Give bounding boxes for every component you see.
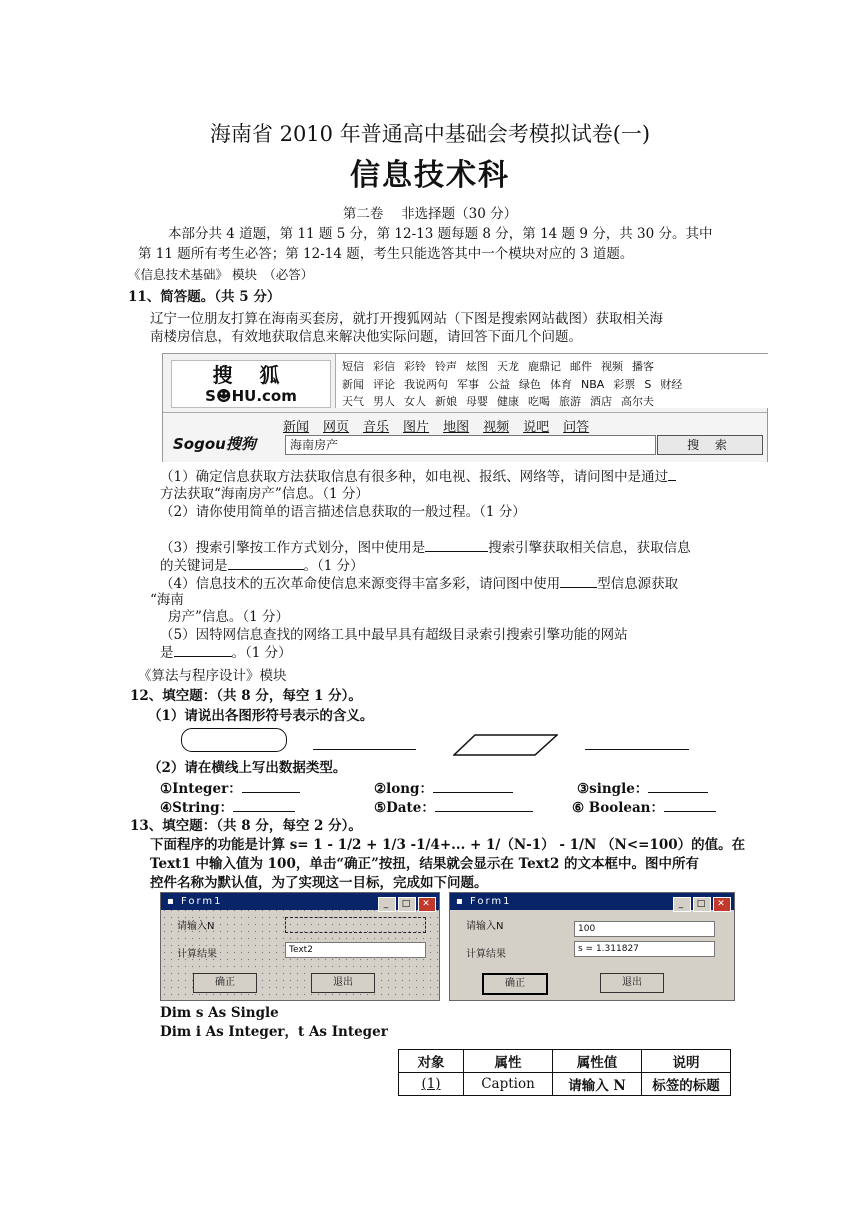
exam-title: 海南省 2010 年普通高中基础会考模拟试卷(一) <box>209 122 651 146</box>
maximize-icon[interactable]: □ <box>398 897 416 912</box>
sohu-nav-link[interactable]: NBA <box>581 378 605 391</box>
module1-heading: 《信息技术基础》 模块 （必答） <box>128 267 314 282</box>
table-header: 属性值 <box>553 1050 642 1073</box>
answer-line-2 <box>585 749 689 750</box>
form-titlebar <box>161 893 439 910</box>
property-table <box>398 1049 731 1096</box>
code-line-2: Dim i As Integer，t As Integer <box>160 1024 388 1040</box>
q13-desc-1: 下面程序的功能是计算 s= 1 - 1/2 + 1/3 -1/4+... + 1/（N-1） - 1/N （N<=100）的值。在 <box>150 837 746 853</box>
parallelogram-shape <box>453 734 558 756</box>
sohu-nav-link[interactable]: 彩信 <box>373 360 395 373</box>
maximize-icon[interactable]: □ <box>693 897 711 912</box>
section-heading: 第二卷 非选择题（30 分） <box>342 206 518 222</box>
sohu-nav-link[interactable]: 铃声 <box>435 360 457 373</box>
sohu-nav-link[interactable]: 男人 <box>373 395 395 408</box>
sohu-screenshot <box>162 353 768 462</box>
ok-button[interactable]: 确正 <box>482 973 548 995</box>
answer-line-1 <box>313 749 416 750</box>
sohu-nav-link[interactable]: 公益 <box>488 378 510 391</box>
q12-p2: （2）请在横线上写出数据类型。 <box>148 760 347 776</box>
sogou-logo: Sogou搜狗 <box>173 435 256 453</box>
sohu-logo-cn: 搜 狐 <box>212 363 290 387</box>
vb-form-design <box>160 892 440 1001</box>
table-header: 属性 <box>464 1050 553 1073</box>
module2-heading: 《算法与程序设计》模块 <box>138 668 287 684</box>
q11-title: 11、简答题。（共 5 分） <box>128 289 281 305</box>
label-selected[interactable] <box>285 917 426 933</box>
type-long: ②long： <box>374 779 513 798</box>
sohu-nav-link[interactable]: 鹿鼎记 <box>528 360 561 373</box>
sohu-nav-link[interactable]: 播客 <box>632 360 654 373</box>
search-tab[interactable]: 网页 <box>323 420 350 435</box>
minimize-icon[interactable]: _ <box>673 897 691 912</box>
q11-p4c: 房产”信息。（1 分） <box>168 609 290 625</box>
q11-p1a: （1）确定信息获取方法获取信息有很多种，如电视、报纸、网络等，请问图中是通过 <box>160 467 676 486</box>
text2-box[interactable]: Text2 <box>285 942 426 958</box>
q11-p5b: 是 。（1 分） <box>160 645 292 661</box>
sohu-nav-row-1 <box>342 358 663 374</box>
ok-button[interactable]: 确正 <box>193 973 257 993</box>
sohu-nav-row-2 <box>342 376 691 392</box>
sohu-nav-link[interactable]: 新闻 <box>342 378 364 391</box>
search-tab[interactable]: 问答 <box>563 420 590 435</box>
label2: 计算结果 <box>177 949 217 960</box>
q12-p1: （1）请说出各图形符号表示的含义。 <box>148 708 374 724</box>
search-tab[interactable]: 地图 <box>443 420 470 435</box>
sohu-nav-link[interactable]: 邮件 <box>570 360 592 373</box>
type-string: ④String： <box>160 798 295 817</box>
search-tab[interactable]: 音乐 <box>363 420 390 435</box>
q11-p4a: （4）信息技术的五次革命使信息来源变得丰富多彩，请问图中使用 型信息源获取 <box>160 576 679 592</box>
q13-desc-3: 控件名称为默认值，为了实现这一目标，完成如下问题。 <box>150 875 488 891</box>
sohu-nav-link[interactable]: 评论 <box>373 378 395 391</box>
form-icon: ▪ <box>456 896 470 907</box>
sohu-nav-link[interactable]: 吃喝 <box>528 395 550 408</box>
type-boolean: ⑥ Boolean： <box>572 798 716 817</box>
sohu-logo <box>171 360 331 408</box>
type-single: ③single： <box>577 779 708 798</box>
sohu-nav-link[interactable]: 体育 <box>550 378 572 391</box>
sohu-nav-row-3 <box>342 393 663 409</box>
table-cell: (1) <box>399 1073 464 1096</box>
label1: 请输入N <box>177 921 215 932</box>
table-header-row <box>399 1050 731 1073</box>
form-title: Form1 <box>180 896 223 907</box>
form-title: Form1 <box>469 896 512 907</box>
sohu-nav-link[interactable]: 天气 <box>342 395 364 408</box>
search-tab[interactable]: 新闻 <box>283 420 310 435</box>
search-button[interactable]: 搜 索 <box>657 435 763 455</box>
table-cell: 请输入 N <box>553 1073 642 1096</box>
q11-p1b: 方法获取“海南房产”信息。（1 分） <box>160 486 369 502</box>
sohu-nav-link[interactable]: 绿色 <box>519 378 541 391</box>
q13-desc-2: Text1 中输入值为 100，单击“确正”按扭，结果就会显示在 Text2 的文本框中。图中所有 <box>150 856 700 872</box>
q11-p4b: “海南 <box>150 592 184 608</box>
table-header: 说明 <box>642 1050 731 1073</box>
sohu-nav-link[interactable]: 彩铃 <box>404 360 426 373</box>
sohu-nav-link[interactable]: S <box>644 378 652 391</box>
q11-p5a: （5）因特网信息查找的网络工具中最早具有超级目录索引搜索引擎功能的网站 <box>160 627 628 643</box>
type-date: ⑤Date： <box>374 798 533 817</box>
table-cell: Caption <box>464 1073 553 1096</box>
sohu-nav-link[interactable]: 新娘 <box>435 395 457 408</box>
exit-button[interactable]: 退出 <box>600 973 664 993</box>
search-tab[interactable]: 视频 <box>483 420 510 435</box>
q12-title: 12、填空题：（共 8 分，每空 1 分）。 <box>130 688 362 704</box>
sohu-logo-en: S☻HU.com <box>205 387 297 405</box>
sogou-search-bar <box>163 412 767 462</box>
terminal-shape <box>181 728 287 752</box>
sohu-nav-link[interactable]: 酒店 <box>590 395 612 408</box>
exit-button[interactable]: 退出 <box>311 973 375 993</box>
label1: 请输入N <box>466 921 504 932</box>
q11-p2: （2）请你使用简单的语言描述信息获取的一般过程。（1 分） <box>160 504 526 520</box>
sohu-nav-link[interactable]: 天龙 <box>497 360 519 373</box>
sohu-nav-link[interactable]: 我说两句 <box>404 378 448 391</box>
q11-p3a: （3）搜索引擎按工作方式划分，图中使用是 搜索引擎获取相关信息，获取信息 <box>160 540 691 556</box>
sohu-nav-link[interactable]: 母婴 <box>466 395 488 408</box>
table-row <box>399 1073 731 1096</box>
intro-line-1: 本部分共 4 道题，第 11 题 5 分，第 12-13 题每题 8 分，第 14 题 9 分，共 30 分。其中 <box>168 226 713 242</box>
search-tab[interactable]: 图片 <box>403 420 430 435</box>
form-icon: ▪ <box>167 896 181 907</box>
sohu-nav-link[interactable]: 短信 <box>342 360 364 373</box>
text1-box[interactable]: 100 <box>574 921 715 937</box>
sohu-nav-link[interactable]: 旅游 <box>559 395 581 408</box>
type-integer: ①Integer： <box>160 779 300 798</box>
text2-box[interactable]: s = 1.311827 <box>574 941 715 957</box>
table-cell: 标签的标题 <box>642 1073 731 1096</box>
vb-form-run <box>449 892 735 1001</box>
minimize-icon[interactable]: _ <box>378 897 396 912</box>
subject-title: 信息技术科 <box>350 158 510 193</box>
search-input[interactable]: 海南房产 <box>285 435 656 455</box>
code-line-1: Dim s As Single <box>160 1005 279 1021</box>
sohu-nav-link[interactable]: 女人 <box>404 395 426 408</box>
sohu-nav-link[interactable]: 彩票 <box>613 378 636 391</box>
sohu-nav-link[interactable]: 财经 <box>660 378 683 391</box>
close-icon[interactable]: ✕ <box>418 897 436 912</box>
search-tabs <box>283 416 603 435</box>
search-tab[interactable]: 说吧 <box>523 420 550 435</box>
q11-desc-2: 南楼房信息，有效地获取信息来解决他实际问题，请回答下面几个问题。 <box>150 329 582 345</box>
q11-p3b: 的关键词是 。（1 分） <box>160 558 364 574</box>
table-header: 对象 <box>399 1050 464 1073</box>
intro-line-2: 第 11 题所有考生必答；第 12-14 题，考生只能选答其中一个模块对应的 3 道题。 <box>138 246 634 262</box>
form-titlebar <box>450 893 734 910</box>
sohu-nav-link[interactable]: 视频 <box>601 360 623 373</box>
q13-title: 13、填空题：（共 8 分，每空 2 分）。 <box>130 818 362 834</box>
sohu-nav-link[interactable]: 高尔夫 <box>621 395 654 408</box>
sohu-nav <box>335 354 768 408</box>
label2: 计算结果 <box>466 949 506 960</box>
close-icon[interactable]: ✕ <box>713 897 731 912</box>
sohu-nav-link[interactable]: 健康 <box>497 395 519 408</box>
sohu-nav-link[interactable]: 炫图 <box>466 360 488 373</box>
q11-desc-1: 辽宁一位朋友打算在海南买套房，就打开搜狐网站（下图是搜索网站截图）获取相关海 <box>150 311 663 327</box>
sohu-nav-link[interactable]: 军事 <box>457 378 479 391</box>
